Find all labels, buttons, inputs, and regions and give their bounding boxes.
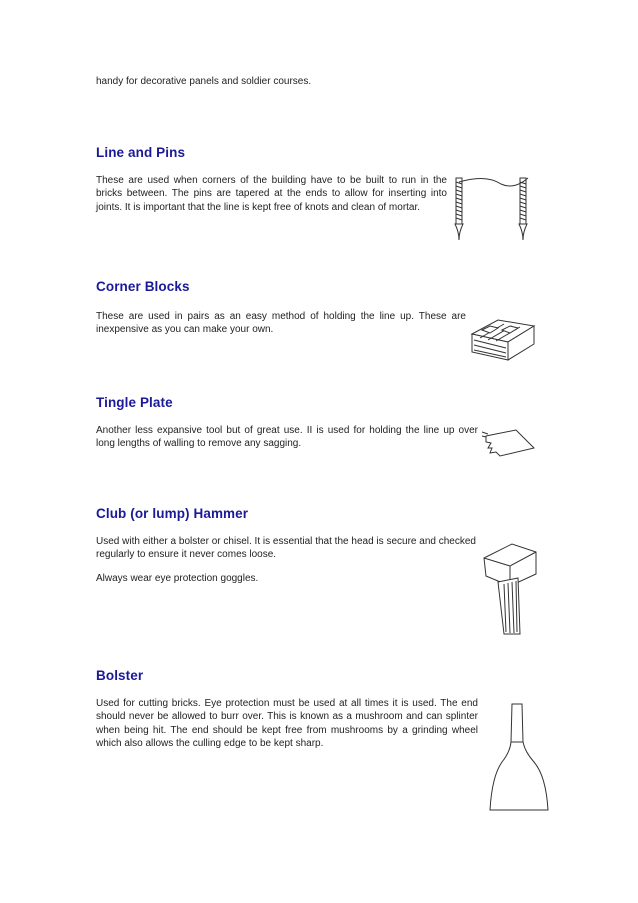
club-hammer-icon: [480, 538, 546, 638]
corner-blocks-illustration: [468, 308, 548, 364]
bolster-icon: [484, 700, 554, 814]
corner-blocks-icon: [468, 308, 548, 364]
paragraph-club-hammer-2: Always wear eye protection goggles.: [96, 573, 259, 584]
paragraph-bolster: Used for cutting bricks. Eye protection must be used at all times it is used. The end should never be allowed to burr over. This is known as a mushroom and can splinter when being hit. The end should be kept free from mushrooms by a grinding wheel which also allows the culling edge to be kept sharp.: [96, 698, 478, 750]
tingle-plate-icon: [480, 418, 542, 462]
line-and-pins-icon: [446, 166, 546, 246]
heading-club-hammer: Club (or lump) Hammer: [96, 506, 249, 521]
paragraph-corner-blocks: These are used in pairs as an easy method of holding the line up. These are inexpensive as you can make your own.: [96, 311, 466, 336]
heading-tingle-plate: Tingle Plate: [96, 395, 173, 410]
bolster-illustration: [484, 700, 554, 814]
heading-line-and-pins: Line and Pins: [96, 145, 186, 160]
club-hammer-illustration: [480, 538, 546, 638]
heading-corner-blocks: Corner Blocks: [96, 279, 190, 294]
tingle-plate-illustration: [480, 418, 542, 462]
paragraph-line-and-pins: These are used when corners of the building have to be built to run in the bricks between. The pins are tapered at the ends to allow for inserting into joints. It is important that the line is kept free of knots and clean of mortar.: [96, 175, 447, 213]
paragraph-club-hammer-1: Used with either a bolster or chisel. It is essential that the head is secure and checked regularly to ensure it never comes loose.: [96, 536, 476, 561]
paragraph-tingle-plate: Another less expansive tool but of great use. II is used for holding the line up over long lengths of walling to remove any sagging.: [96, 425, 478, 450]
line-and-pins-illustration: [446, 166, 546, 246]
heading-bolster: Bolster: [96, 668, 144, 683]
intro-text: handy for decorative panels and soldier courses.: [96, 76, 312, 87]
